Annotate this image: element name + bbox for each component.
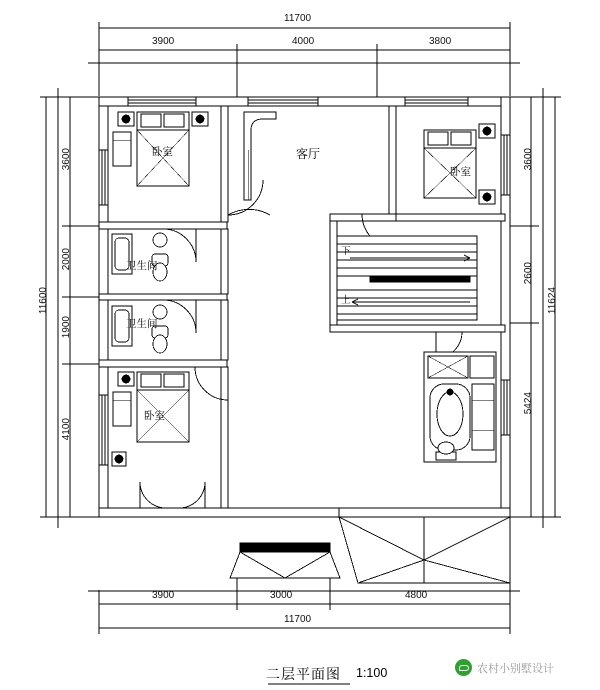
stair-down-label: 下 <box>341 246 351 257</box>
wechat-icon <box>455 659 472 676</box>
room-label-living-room: 客厅 <box>296 147 321 161</box>
dim-left-seg-1: 3600 <box>61 148 72 171</box>
stair-up-label: 上 <box>341 295 351 306</box>
dim-left-seg-2: 2000 <box>61 248 72 271</box>
dim-top-seg-2: 4000 <box>292 36 315 47</box>
dim-right-overall: 11624 <box>547 287 558 315</box>
dim-right-seg-1: 3600 <box>523 148 534 171</box>
dim-left-seg-4: 4100 <box>61 418 72 441</box>
dim-top-seg-3: 3800 <box>429 36 452 47</box>
watermark <box>455 659 554 676</box>
dim-right-seg-3: 5424 <box>523 392 534 415</box>
room-label-bedroom-top-right: 卧室 <box>450 166 471 178</box>
room-label-bedroom-top-left: 卧室 <box>152 146 173 158</box>
dim-bottom-seg-3: 4800 <box>405 590 428 601</box>
dim-top-overall: 11700 <box>284 13 312 24</box>
watermark-label: 农村小别墅设计 <box>477 662 554 675</box>
drawing-scale: 1:100 <box>356 666 388 680</box>
dim-bottom-seg-1: 3900 <box>152 590 175 601</box>
room-label-bathroom-upper: 卫生间 <box>126 260 158 272</box>
drawing-title: 二层平面图 <box>266 666 341 682</box>
room-label-bathroom-lower: 卫生间 <box>126 318 158 330</box>
dim-bottom-overall: 11700 <box>284 614 312 625</box>
room-label-bedroom-bottom-left: 卧室 <box>144 410 165 422</box>
dim-left-overall: 11600 <box>38 287 49 315</box>
dim-right-seg-2: 2600 <box>523 262 534 285</box>
dim-left-seg-3: 1900 <box>61 316 72 339</box>
dim-bottom-seg-2: 3000 <box>270 590 293 601</box>
dim-top-seg-1: 3900 <box>152 36 175 47</box>
